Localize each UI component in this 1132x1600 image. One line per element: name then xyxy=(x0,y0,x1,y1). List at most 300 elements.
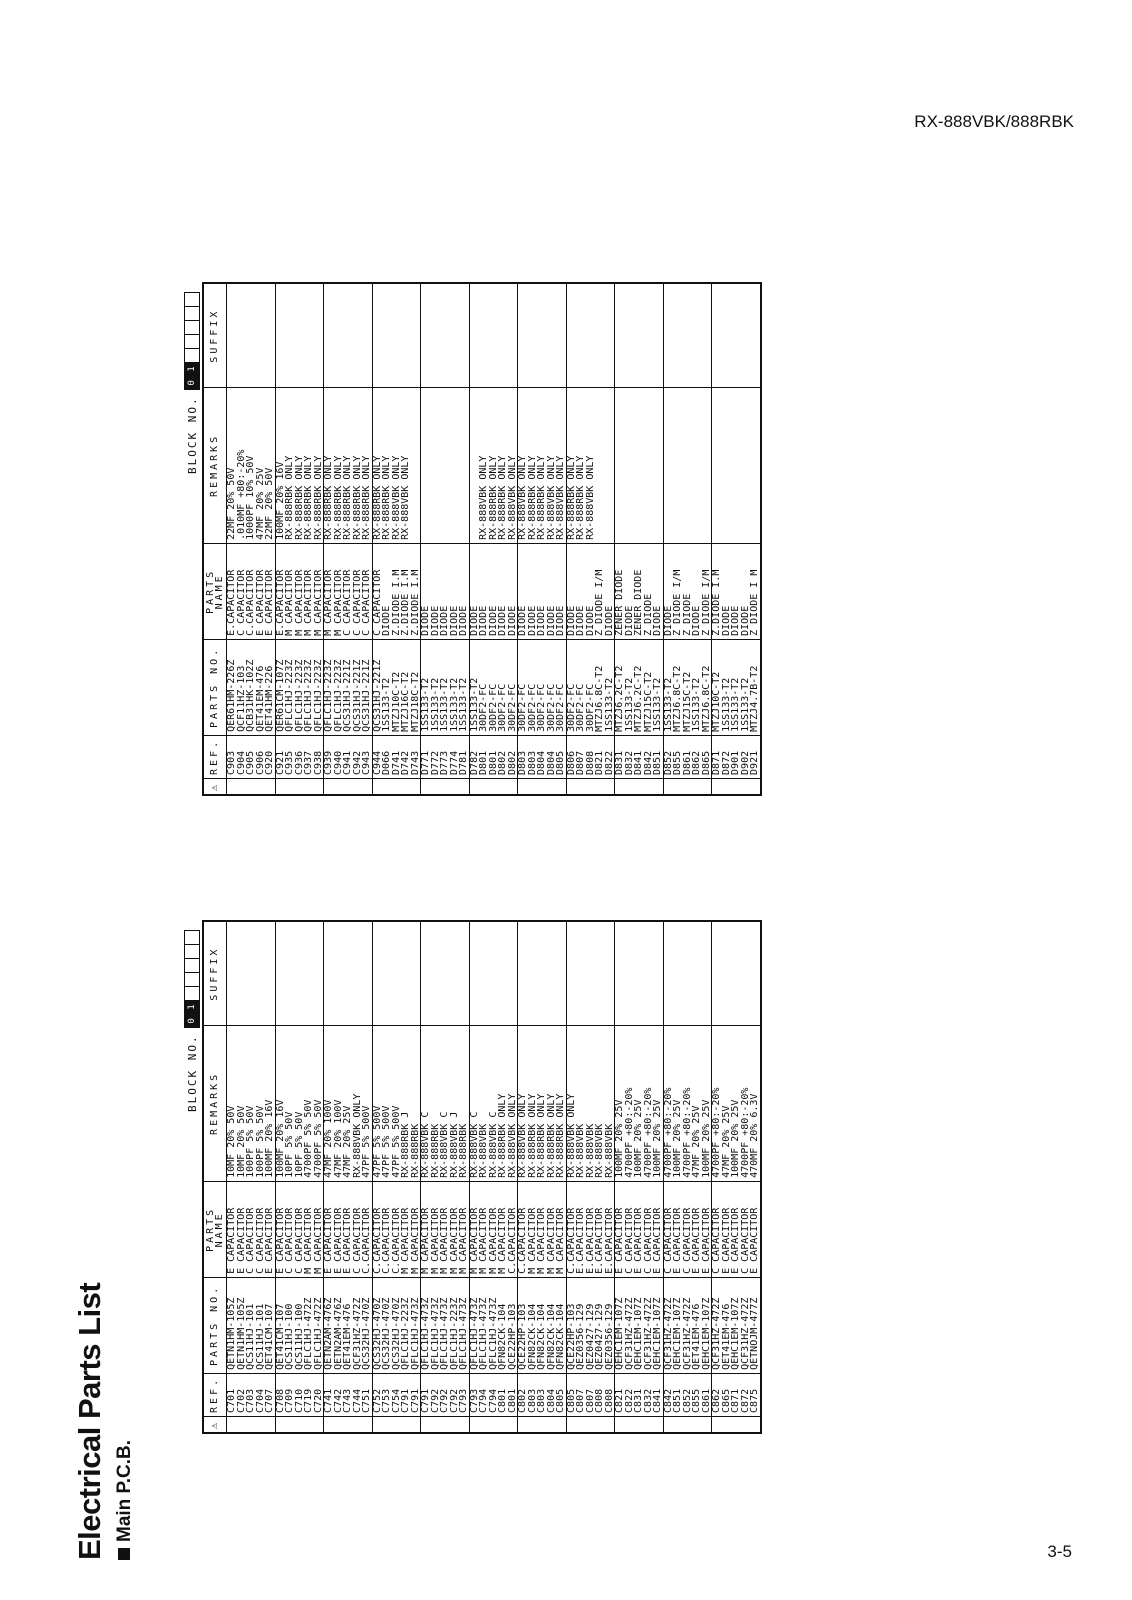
ref-cell: D852 xyxy=(663,735,673,778)
mark-cell xyxy=(334,1416,344,1433)
mark-cell xyxy=(750,1416,761,1433)
pno-cell: 30DF2-FC xyxy=(479,639,489,735)
rem-cell: 100MF 20% 16V xyxy=(275,387,285,543)
suffix-cell xyxy=(275,283,285,387)
ref-cell: C875 xyxy=(750,1373,761,1416)
mark-cell xyxy=(566,1416,576,1433)
mark-cell xyxy=(304,778,314,795)
ref-cell: C710 xyxy=(295,1373,305,1416)
suffix-cell xyxy=(547,921,557,1025)
mark-cell xyxy=(256,778,266,795)
suffix-cell xyxy=(508,283,518,387)
mark-cell xyxy=(489,1416,499,1433)
pno-cell: 1SS133-T2 xyxy=(459,639,469,735)
pname-cell: M CAPACITOR xyxy=(334,543,344,639)
pno-cell: QFLC1HJ-223Z xyxy=(304,639,314,735)
mark-cell xyxy=(498,778,508,795)
pno-cell: 1SS133-T2 xyxy=(731,639,741,735)
pno-cell: QCS32HJ-470Z xyxy=(392,1277,402,1373)
suffix-cell xyxy=(450,283,460,387)
table-row xyxy=(712,921,722,1433)
suffix-cell xyxy=(314,921,324,1025)
ref-cell: D803 xyxy=(528,735,538,778)
block-box-cell xyxy=(185,972,199,986)
table-row xyxy=(227,921,237,1433)
mark-cell xyxy=(469,1416,479,1433)
pno-cell: 1SS133-T2 xyxy=(431,639,441,735)
ref-cell: D842 xyxy=(644,735,654,778)
pno-cell: QFLC1HJ-472Z xyxy=(314,1277,324,1373)
suffix-cell xyxy=(498,283,508,387)
suffix-cell xyxy=(392,921,402,1025)
ref-cell: C841 xyxy=(653,1373,663,1416)
pname-cell: M CAPACITOR xyxy=(324,543,334,639)
pno-cell: QEHC1EM-107Z xyxy=(702,1277,712,1373)
ref-cell: C807 xyxy=(576,1373,586,1416)
pname-cell: C CAPACITOR xyxy=(353,1181,363,1277)
table-row xyxy=(411,283,421,795)
pno-cell: QETNOJM-477Z xyxy=(750,1277,761,1373)
mark-cell xyxy=(528,778,538,795)
suffix-cell xyxy=(479,283,489,387)
pno-cell: QFLC1HJ-473Z xyxy=(459,1277,469,1373)
ref-cell: C792 xyxy=(450,1373,460,1416)
block-number xyxy=(180,920,202,1434)
block-box-cell: 0 xyxy=(185,1014,199,1028)
pno-cell: QER61HM-226Z xyxy=(227,639,237,735)
suffix-cell xyxy=(479,921,489,1025)
ref-cell: D742 xyxy=(401,735,411,778)
ref-cell: C938 xyxy=(314,735,324,778)
mark-cell xyxy=(265,778,275,795)
mark-cell xyxy=(401,1416,411,1433)
ref-cell: D773 xyxy=(440,735,450,778)
pname-cell: DIODE xyxy=(518,543,528,639)
ref-cell: C794 xyxy=(479,1373,489,1416)
suffix-cell xyxy=(712,283,722,387)
ref-cell: C719 xyxy=(304,1373,314,1416)
table-row xyxy=(702,921,712,1433)
suffix-cell xyxy=(246,283,256,387)
pname-cell: M CAPACITOR xyxy=(431,1181,441,1277)
ref-cell: C937 xyxy=(304,735,314,778)
pname-cell: DIODE xyxy=(653,543,663,639)
ref-cell: C903 xyxy=(227,735,237,778)
mark-cell xyxy=(741,778,751,795)
suffix-cell xyxy=(227,283,237,387)
mark-cell xyxy=(576,778,586,795)
pno-cell: QFLC1HJ-223Z xyxy=(324,639,334,735)
suffix-cell xyxy=(750,921,761,1025)
pno-cell: QCF31HZ-472Z xyxy=(625,1277,635,1373)
rem-cell: RX-888VBK ONLY xyxy=(518,1025,528,1181)
mark-cell xyxy=(508,778,518,795)
suffix-cell xyxy=(741,921,751,1025)
rem-cell xyxy=(431,387,441,543)
pno-cell: QFLC1HJ-473Z xyxy=(431,1277,441,1373)
col-suffix: SUFFIX xyxy=(203,921,227,1025)
col-parts-no: PARTS NO. xyxy=(203,1277,227,1373)
suffix-cell xyxy=(547,283,557,387)
block-number xyxy=(180,282,202,796)
rem-cell: RX-888VBK ONLY xyxy=(566,1025,576,1181)
suffix-cell xyxy=(702,921,712,1025)
suffix-cell xyxy=(566,921,576,1025)
suffix-cell xyxy=(586,283,596,387)
mark-cell xyxy=(712,1416,722,1433)
ref-cell: C940 xyxy=(334,735,344,778)
ref-cell: C803 xyxy=(537,1373,547,1416)
pno-cell: QCE22HP-103 xyxy=(566,1277,576,1373)
pno-cell: 30DF2-FC xyxy=(489,639,499,735)
mark-cell xyxy=(634,778,644,795)
mark-cell xyxy=(722,1416,732,1433)
pname-cell: C CAPACITOR xyxy=(246,1181,256,1277)
pname-cell: E CAPACITOR xyxy=(227,1181,237,1277)
ref-cell: D872 xyxy=(722,735,732,778)
rem-cell: 100MF 20% 25V xyxy=(634,1025,644,1181)
pname-cell: C CAPACITOR xyxy=(372,543,382,639)
ref-cell: C805 xyxy=(566,1373,576,1416)
mark-cell xyxy=(625,1416,635,1433)
pname-cell: C CAPACITOR xyxy=(285,1181,295,1277)
pname-cell: C.CAPACITOR xyxy=(566,1181,576,1277)
pno-cell: QCF31HZ-472Z xyxy=(644,1277,654,1373)
rem-cell: 4700PF 5% 50V xyxy=(304,1025,314,1181)
rem-cell: 4700PF +80:-20% xyxy=(625,1025,635,1181)
suffix-cell xyxy=(518,921,528,1025)
pname-cell: E CAPACITOR xyxy=(343,1181,353,1277)
ref-cell: C944 xyxy=(372,735,382,778)
suffix-cell xyxy=(353,283,363,387)
pno-cell: MTZJ10C-T2 xyxy=(712,639,722,735)
suffix-cell xyxy=(411,283,421,387)
pname-cell: E CAPACITOR xyxy=(256,543,266,639)
mark-cell xyxy=(595,778,605,795)
mark-cell xyxy=(518,778,528,795)
pno-cell: 1SS133-T2 xyxy=(741,639,751,735)
ref-cell: D804 xyxy=(537,735,547,778)
pno-cell: 1SS133-T2 xyxy=(625,639,635,735)
pname-cell: DIODE xyxy=(498,543,508,639)
table-row xyxy=(750,283,761,795)
mark-cell xyxy=(556,778,566,795)
pname-cell: DIODE xyxy=(450,543,460,639)
suffix-cell xyxy=(595,921,605,1025)
rem-cell xyxy=(692,387,702,543)
pno-cell: QCS32HJ-470Z xyxy=(382,1277,392,1373)
rem-cell: RX-888RBK ONLY xyxy=(498,1025,508,1181)
ref-cell: C720 xyxy=(314,1373,324,1416)
ref-cell: C906 xyxy=(256,735,266,778)
pno-cell: 1SS133-T2 xyxy=(653,639,663,735)
pname-cell: C.CAPACITOR xyxy=(392,1181,402,1277)
rem-cell: RX-888VBK xyxy=(595,1025,605,1181)
pno-cell: QFLC1HJ-223Z xyxy=(450,1277,460,1373)
mark-cell xyxy=(537,1416,547,1433)
rem-cell: RX-888RBK ONLY xyxy=(285,387,295,543)
rem-cell: RX-888RBK xyxy=(431,1025,441,1181)
pname-cell: C CAPACITOR xyxy=(712,1181,722,1277)
pno-cell: QCS32HJ-470Z xyxy=(372,1277,382,1373)
ref-cell: C791 xyxy=(401,1373,411,1416)
rem-cell xyxy=(741,387,751,543)
ref-cell: D801 xyxy=(489,735,499,778)
suffix-cell xyxy=(653,283,663,387)
ref-cell: D802 xyxy=(508,735,518,778)
ref-cell: C801 xyxy=(498,1373,508,1416)
col-suffix: SUFFIX xyxy=(203,283,227,387)
page-number: 3-5 xyxy=(1047,1542,1072,1561)
ref-cell: C752 xyxy=(372,1373,382,1416)
suffix-cell xyxy=(595,283,605,387)
rem-cell: RX-888VBK ONLY xyxy=(508,1025,518,1181)
ref-cell: C754 xyxy=(392,1373,402,1416)
table-row xyxy=(556,921,566,1433)
rem-cell: 47PF 5% 500V xyxy=(372,1025,382,1181)
rem-cell: RX-888VBK xyxy=(586,1025,596,1181)
rem-cell: 47MF 20% 25V xyxy=(722,1025,732,1181)
rem-cell xyxy=(683,387,693,543)
suffix-cell xyxy=(692,283,702,387)
pno-cell: QCS11HJ-101 xyxy=(256,1277,266,1373)
ref-cell: C807 xyxy=(586,1373,596,1416)
table-row xyxy=(615,921,625,1433)
suffix-cell xyxy=(625,283,635,387)
suffix-cell xyxy=(702,283,712,387)
section-title-text: Main P.C.B. xyxy=(114,1439,135,1542)
mark-cell xyxy=(421,778,431,795)
ref-cell: C708 xyxy=(275,1373,285,1416)
pno-cell: 1SS133-T2 xyxy=(469,639,479,735)
rem-cell xyxy=(634,387,644,543)
rem-cell: RX-888RBK ONLY xyxy=(314,387,324,543)
mark-cell xyxy=(479,1416,489,1433)
mark-cell xyxy=(615,778,625,795)
table-row xyxy=(615,283,625,795)
suffix-cell xyxy=(265,921,275,1025)
pname-cell: C.CAPACITOR xyxy=(518,1181,528,1277)
suffix-cell xyxy=(528,921,538,1025)
table-row xyxy=(324,283,334,795)
pno-cell: QCF31HZ-472Z xyxy=(683,1277,693,1373)
rem-cell: 47MF 20% 25V xyxy=(256,387,266,543)
ref-cell: D802 xyxy=(498,735,508,778)
mark-cell xyxy=(450,1416,460,1433)
rem-cell: RX-888VBK ONLY xyxy=(401,387,411,543)
pno-cell: 1SS133-T2 xyxy=(382,639,392,735)
mark-cell xyxy=(615,1416,625,1433)
pno-cell: QEHC1EM-107Z xyxy=(634,1277,644,1373)
mark-cell xyxy=(722,778,732,795)
ref-cell: D743 xyxy=(411,735,421,778)
pno-cell: QET41CM-107 xyxy=(275,1277,285,1373)
pname-cell: DIODE xyxy=(722,543,732,639)
pname-cell: C CAPACITOR xyxy=(343,543,353,639)
suffix-cell xyxy=(421,921,431,1025)
pname-cell: Z DIODE I/M xyxy=(673,543,683,639)
rem-cell: 10PF 5% 50V xyxy=(285,1025,295,1181)
rem-cell: RX-888RBK xyxy=(459,1025,469,1181)
rem-cell: RX-888VBK xyxy=(576,1025,586,1181)
ref-cell: D803 xyxy=(518,735,528,778)
suffix-cell xyxy=(673,921,683,1025)
ref-cell: D861 xyxy=(683,735,693,778)
pno-cell: QER61CM-107Z xyxy=(275,639,285,735)
mark-cell xyxy=(576,1416,586,1433)
pname-cell: C CAPACITOR xyxy=(256,1181,266,1277)
table-row xyxy=(605,921,615,1433)
suffix-cell xyxy=(576,921,586,1025)
mark-cell xyxy=(275,1416,285,1433)
table-row xyxy=(750,921,761,1433)
pno-cell: QET41EM-476 xyxy=(256,639,266,735)
pno-cell: QFLC1HJ-473Z xyxy=(469,1277,479,1373)
pno-cell: MTZJ6.8C-T2 xyxy=(702,639,712,735)
table-row xyxy=(362,921,372,1433)
ref-cell: C704 xyxy=(256,1373,266,1416)
mark-cell xyxy=(547,1416,557,1433)
pname-cell: M CAPACITOR xyxy=(479,1181,489,1277)
pname-cell: E.CAPACITOR xyxy=(275,543,285,639)
pno-cell: MTZJ6.8C-T2 xyxy=(595,639,605,735)
mark-cell xyxy=(741,1416,751,1433)
rem-cell: 10PF 5% 50V xyxy=(295,1025,305,1181)
mark-cell xyxy=(586,1416,596,1433)
rem-cell: 100MF 20% 16V xyxy=(275,1025,285,1181)
rem-cell: RX-888VBK xyxy=(605,1025,615,1181)
rem-cell: RX-888RBK ONLY xyxy=(528,387,538,543)
block-boxes xyxy=(184,292,200,390)
rem-cell: 22MF 20% 50V xyxy=(227,387,237,543)
pname-cell: DIODE xyxy=(528,543,538,639)
pname-cell: C CAPACITOR xyxy=(362,543,372,639)
right-parts-table xyxy=(180,282,762,796)
pno-cell: QFLC1HJ-473Z xyxy=(440,1277,450,1373)
suffix-cell xyxy=(556,283,566,387)
rem-cell: RX-888RBK ONLY xyxy=(498,387,508,543)
pno-cell: QFN82CK-104 xyxy=(537,1277,547,1373)
rem-cell: 4700PF +80:-20% xyxy=(741,1025,751,1181)
mark-cell xyxy=(653,1416,663,1433)
pno-cell: 1SS133-T2 xyxy=(692,639,702,735)
pname-cell: DIODE xyxy=(692,543,702,639)
suffix-cell xyxy=(382,921,392,1025)
rem-cell: RX-888RBK ONLY xyxy=(372,387,382,543)
section-title xyxy=(114,1283,136,1560)
block-box-cell: 0 xyxy=(185,376,199,390)
suffix-cell xyxy=(392,283,402,387)
ref-cell: C801 xyxy=(508,1373,518,1416)
mark-cell xyxy=(479,778,489,795)
mark-cell xyxy=(314,778,324,795)
pno-cell: 30DF2-FC xyxy=(556,639,566,735)
ref-cell: D771 xyxy=(421,735,431,778)
rem-cell: 4700PF +80:-20% xyxy=(712,1025,722,1181)
pname-cell: Z.DIODE I.M xyxy=(401,543,411,639)
pname-cell: E.CAPACITOR xyxy=(586,1181,596,1277)
pno-cell: 30DF2-FC xyxy=(547,639,557,735)
suffix-cell xyxy=(295,921,305,1025)
pname-cell: C CAPACITOR xyxy=(663,1181,673,1277)
pno-cell: MTZJ15C-T2 xyxy=(683,639,693,735)
pno-cell: 30DF2-FC xyxy=(508,639,518,735)
mark-cell xyxy=(547,778,557,795)
pname-cell: DIODE xyxy=(431,543,441,639)
mark-cell xyxy=(450,778,460,795)
mark-cell xyxy=(518,1416,528,1433)
ref-cell: D807 xyxy=(576,735,586,778)
block-label: BLOCK NO. xyxy=(186,1034,199,1112)
pname-cell: Z DIODE I/M xyxy=(595,543,605,639)
ref-cell: C707 xyxy=(265,1373,275,1416)
ref-cell: C921 xyxy=(275,735,285,778)
pname-cell: DIODE xyxy=(537,543,547,639)
rem-cell: 4700PF 5% 50V xyxy=(314,1025,324,1181)
mark-cell xyxy=(343,778,353,795)
pno-cell: QEHC1EM-107Z xyxy=(653,1277,663,1373)
block-box-cell xyxy=(185,293,199,306)
col-ref: REF. xyxy=(203,1373,227,1416)
block-box-cell xyxy=(185,931,199,944)
suffix-cell xyxy=(498,921,508,1025)
pno-cell: QFN82CK-104 xyxy=(498,1277,508,1373)
ref-cell: C791 xyxy=(421,1373,431,1416)
rem-cell: 100MF 20% 16V xyxy=(265,1025,275,1181)
pname-cell: E CAPACITOR xyxy=(634,1181,644,1277)
suffix-cell xyxy=(324,921,334,1025)
rem-cell: 100MF 20% 25V xyxy=(702,1025,712,1181)
table-row xyxy=(508,283,518,795)
ref-cell: C832 xyxy=(644,1373,654,1416)
pname-cell: C.CAPACITOR xyxy=(362,1181,372,1277)
pno-cell: QCE22HP-103 xyxy=(508,1277,518,1373)
pno-cell: MTZJ4.7B-T2 xyxy=(750,639,761,735)
suffix-cell xyxy=(722,283,732,387)
rem-cell: RX-888VBK C xyxy=(421,1025,431,1181)
ref-cell: C842 xyxy=(663,1373,673,1416)
suffix-cell xyxy=(537,921,547,1025)
pno-cell: QET41CM-107 xyxy=(265,1277,275,1373)
rem-cell: 47PF 5% 500V xyxy=(362,1025,372,1181)
rem-cell xyxy=(411,387,421,543)
pno-cell: QCS31HJ-221Z xyxy=(362,639,372,735)
mark-cell xyxy=(362,1416,372,1433)
ref-cell: C920 xyxy=(265,735,275,778)
ref-cell: C871 xyxy=(731,1373,741,1416)
mark-cell xyxy=(663,1416,673,1433)
suffix-cell xyxy=(528,283,538,387)
rem-cell xyxy=(663,387,673,543)
pname-cell: DIODE xyxy=(663,543,673,639)
pname-cell: DIODE xyxy=(566,543,576,639)
block-box-cell xyxy=(185,958,199,972)
pname-cell: DIODE xyxy=(605,543,615,639)
pno-cell: MTZJ6.2C-T2 xyxy=(615,639,625,735)
mark-cell xyxy=(372,778,382,795)
suffix-cell xyxy=(295,283,305,387)
suffix-cell xyxy=(256,283,266,387)
suffix-cell xyxy=(750,283,761,387)
ref-cell: C803 xyxy=(528,1373,538,1416)
pname-cell: DIODE xyxy=(625,543,635,639)
ref-cell: C941 xyxy=(343,735,353,778)
rem-cell: 47MF 20% 100V xyxy=(334,1025,344,1181)
pname-cell: ZENER DIODE xyxy=(615,543,625,639)
rem-cell: 100PF 5% 50V xyxy=(246,1025,256,1181)
pno-cell: QEHC1EM-107Z xyxy=(615,1277,625,1373)
rem-cell xyxy=(702,387,712,543)
